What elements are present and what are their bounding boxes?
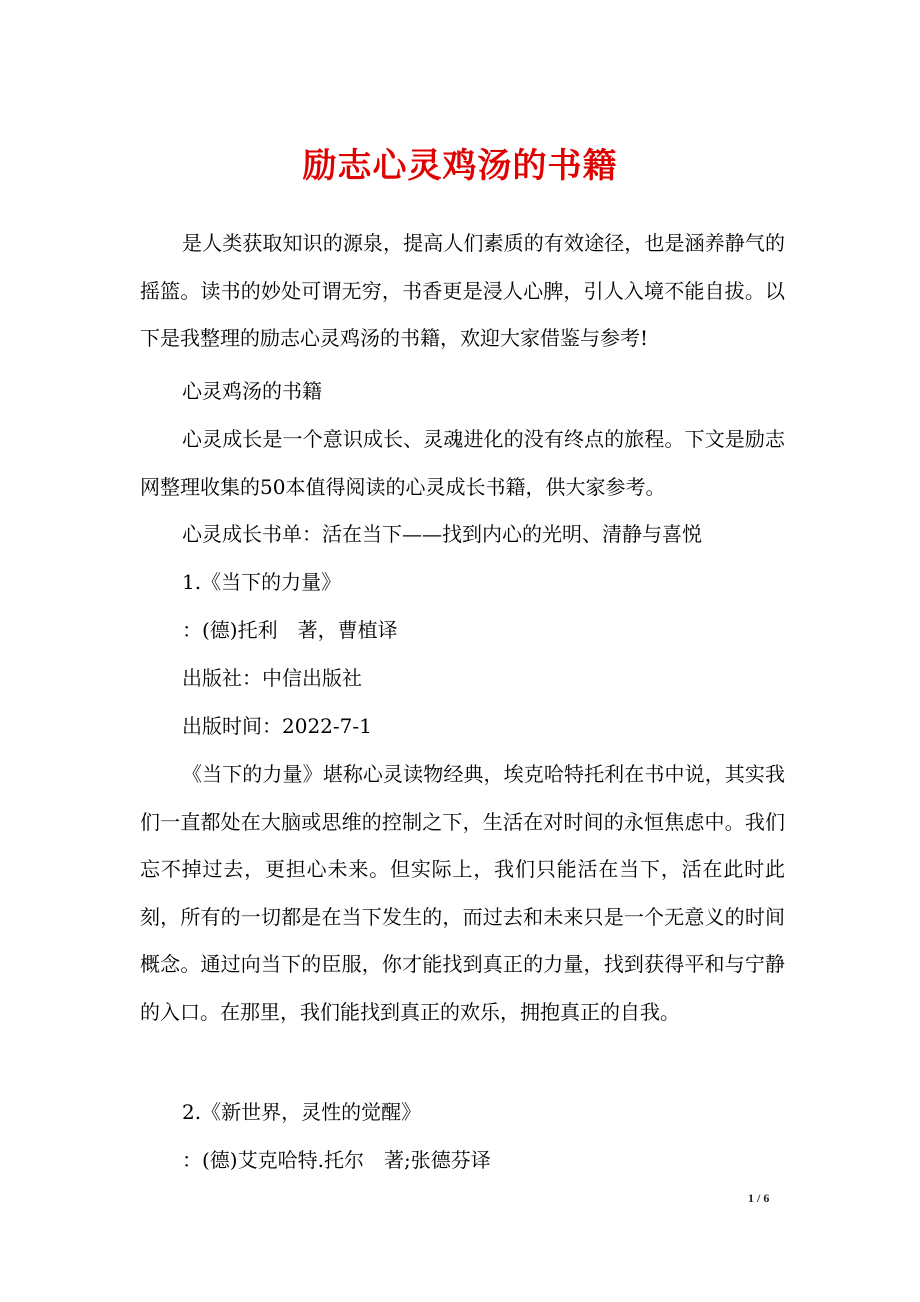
document-title: 励志心灵鸡汤的书籍	[302, 146, 618, 186]
book-1-publisher: 出版社：中信出版社	[182, 666, 362, 690]
booklist-title: 心灵成长书单：活在当下——找到内心的光明、清静与喜悦	[182, 522, 702, 546]
book-1-author: ：(德)托利 著，曹植译	[182, 618, 398, 642]
book-1-date: 出版时间：2022-7-1	[182, 714, 372, 738]
book-2-author: ：(德)艾克哈特.托尔 著;张德芬译	[182, 1148, 491, 1172]
intro-paragraph: 是人类获取知识的源泉，提高人们素质的有效途径，也是涵养静气的摇篮。读书的妙处可谓无穷，书香更是浸人心脾，引人入境不能自拔。以下是我整理的励志心灵鸡汤的书籍，欢迎大家借鉴与参考!	[140, 231, 785, 350]
book-2-title: 2.《新世界，灵性的觉醒》	[182, 1100, 422, 1124]
section-intro-paragraph: 心灵成长是一个意识成长、灵魂进化的没有终点的旅程。下文是励志网整理收集的50本值得阅读的心灵成长书籍，供大家参考。	[140, 427, 785, 499]
book-1-title: 1.《当下的力量》	[182, 570, 342, 594]
book-1-description: 《当下的力量》堪称心灵读物经典，埃克哈特托利在书中说，其实我们一直都处在大脑或思维的控制之下，生活在对时间的永恒焦虑中。我们忘不掉过去，更担心未来。但实际上，我们只能活在当下，活在此时此刻，所有的一切都是在当下发生的，而过去和未来只是一个无意义的时间概念。通过向当下的臣服，你才能找到真正的力量，找到获得平和与宁静的入口。在那里，我们能找到真正的欢乐，拥抱真正的自我。	[140, 762, 785, 1024]
page-number: 1 / 6	[748, 1191, 770, 1205]
section-heading: 心灵鸡汤的书籍	[182, 379, 322, 403]
